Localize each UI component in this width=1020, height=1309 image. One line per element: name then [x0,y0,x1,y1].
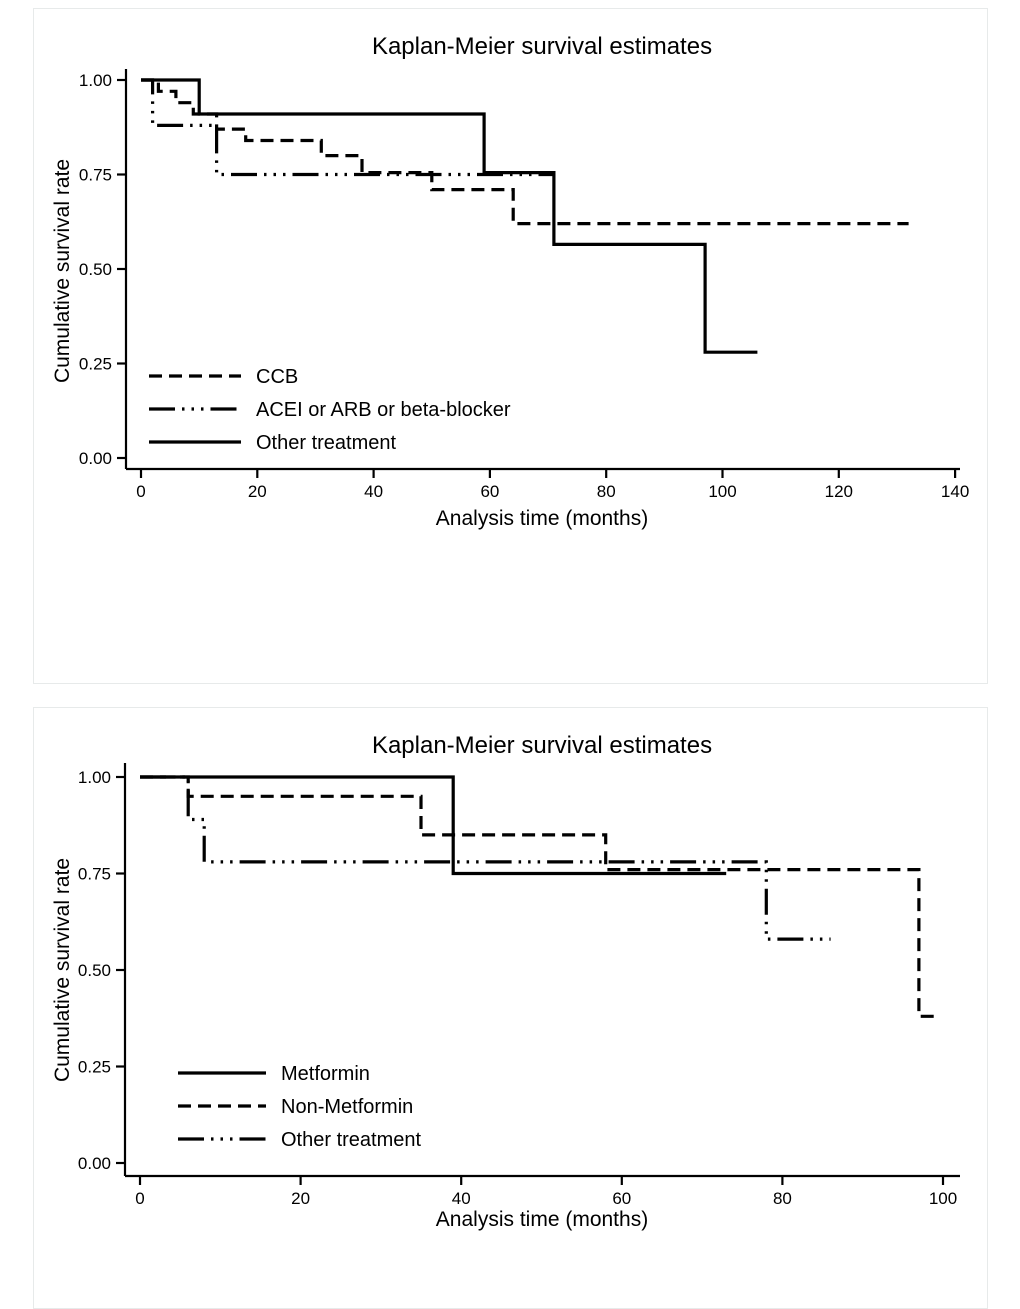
series-line-ccb [141,80,909,224]
chart-title: Kaplan-Meier survival estimates [371,732,713,759]
km-survival-figure-bottom [33,707,988,1309]
plot-area [34,9,985,681]
x-tick-label: 0 [136,482,146,501]
x-tick-label: 60 [480,482,500,501]
x-tick-label: 80 [772,1189,792,1208]
x-tick-label: 140 [940,482,970,501]
x-axis-label: Analysis time (months) [435,1208,649,1231]
x-tick-label: 60 [612,1189,632,1208]
series-line-other-treatment [141,80,757,352]
legend-label-non-metformin: Non-Metformin [281,1096,414,1118]
km-survival-figure-top [33,8,988,684]
x-tick-label: 120 [824,482,853,501]
y-tick-label: 0.75 [77,864,111,884]
x-tick-label: 100 [928,1189,958,1208]
x-tick-label: 40 [364,482,384,501]
y-tick-label: 0.50 [78,260,112,279]
y-tick-label: 0.25 [77,1057,111,1077]
x-tick-label: 20 [247,482,267,501]
y-axis-label: Cumulative survival rate [51,158,74,384]
legend-label-acei-or-arb-or-beta-blocker: ACEI or ARB or beta-blocker [256,399,511,421]
x-tick-label: 0 [135,1189,145,1208]
legend-label-other-treatment: Other treatment [281,1129,422,1151]
legend-label-metformin: Metformin [281,1063,370,1085]
series-line-other-treatment [140,777,831,939]
y-tick-label: 0.25 [78,354,112,374]
chart-title: Kaplan-Meier survival estimates [371,33,713,60]
x-tick-label: 80 [596,482,616,501]
y-axis-label: Cumulative survival rate [51,857,74,1083]
x-tick-label: 100 [708,482,737,501]
y-tick-label: 1.00 [78,71,112,90]
x-tick-label: 20 [291,1189,311,1208]
y-tick-label: 0.00 [77,1154,111,1173]
y-tick-label: 0.50 [77,961,111,980]
legend-label-ccb: CCB [256,366,299,388]
y-tick-label: 0.75 [78,165,112,185]
series-line-acei-or-arb-or-beta-blocker [141,80,554,175]
series-line-metformin [140,777,726,874]
x-tick-label: 40 [451,1189,471,1208]
series-line-non-metformin [140,777,935,1016]
y-tick-label: 1.00 [77,768,111,787]
legend-label-other-treatment: Other treatment [256,432,397,454]
x-axis-label: Analysis time (months) [435,507,649,530]
y-tick-label: 0.00 [78,449,112,468]
